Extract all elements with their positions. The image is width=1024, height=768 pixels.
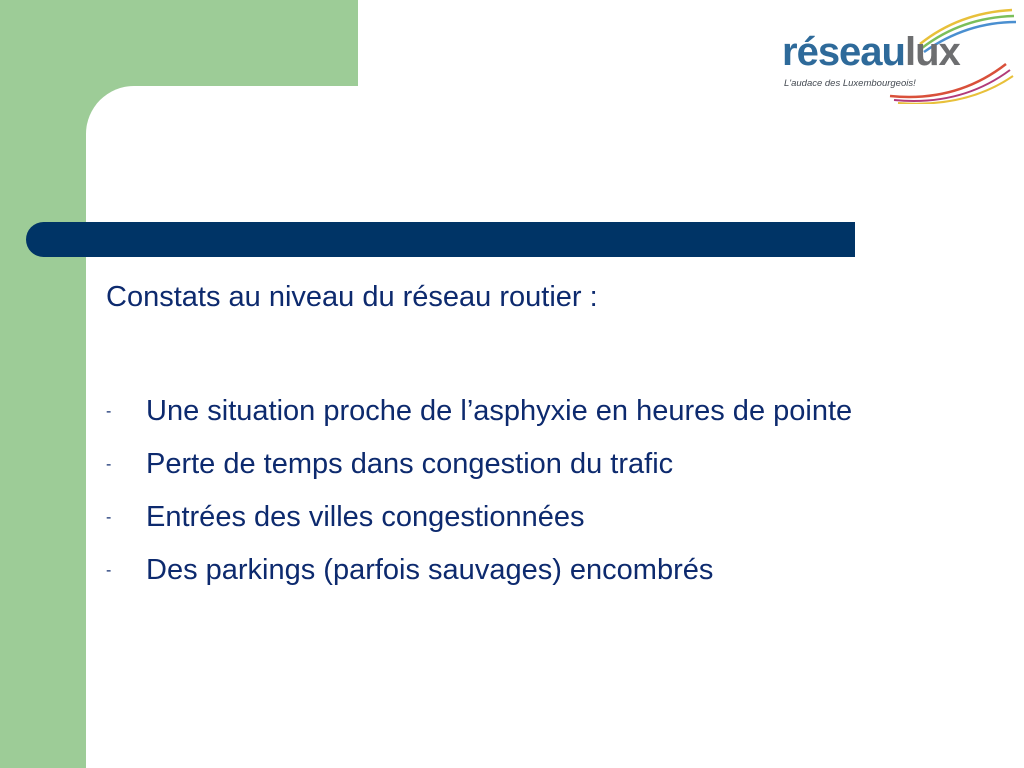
- title-bar: [26, 222, 855, 257]
- list-item: [106, 496, 986, 536]
- logo-word-part1: réseau: [782, 30, 905, 74]
- bullet-dash: -: [106, 403, 112, 420]
- bullet-text: Une situation proche de l’asphyxie en heures de pointe: [146, 395, 853, 427]
- bullet-list: [106, 390, 986, 602]
- logo-wordmark: [782, 32, 960, 72]
- bullet-text: Perte de temps dans congestion du trafic: [146, 448, 674, 480]
- bullet-text: Des parkings (parfois sauvages) encombrés: [146, 554, 714, 586]
- list-item: [106, 549, 986, 589]
- bullet-text: Entrées des villes congestionnées: [146, 501, 585, 533]
- slide-content: [106, 276, 986, 586]
- reseaulux-logo: [770, 4, 1020, 104]
- bullet-dash: -: [106, 562, 112, 579]
- slide-heading: Constats au niveau du réseau routier :: [106, 281, 598, 313]
- bullet-dash: -: [106, 456, 112, 473]
- logo-tagline: L'audace des Luxembourgeois!: [784, 78, 916, 89]
- list-item: [106, 443, 986, 483]
- list-item: [106, 390, 986, 430]
- logo-word-part2: lux: [904, 30, 960, 74]
- bullet-dash: -: [106, 509, 112, 526]
